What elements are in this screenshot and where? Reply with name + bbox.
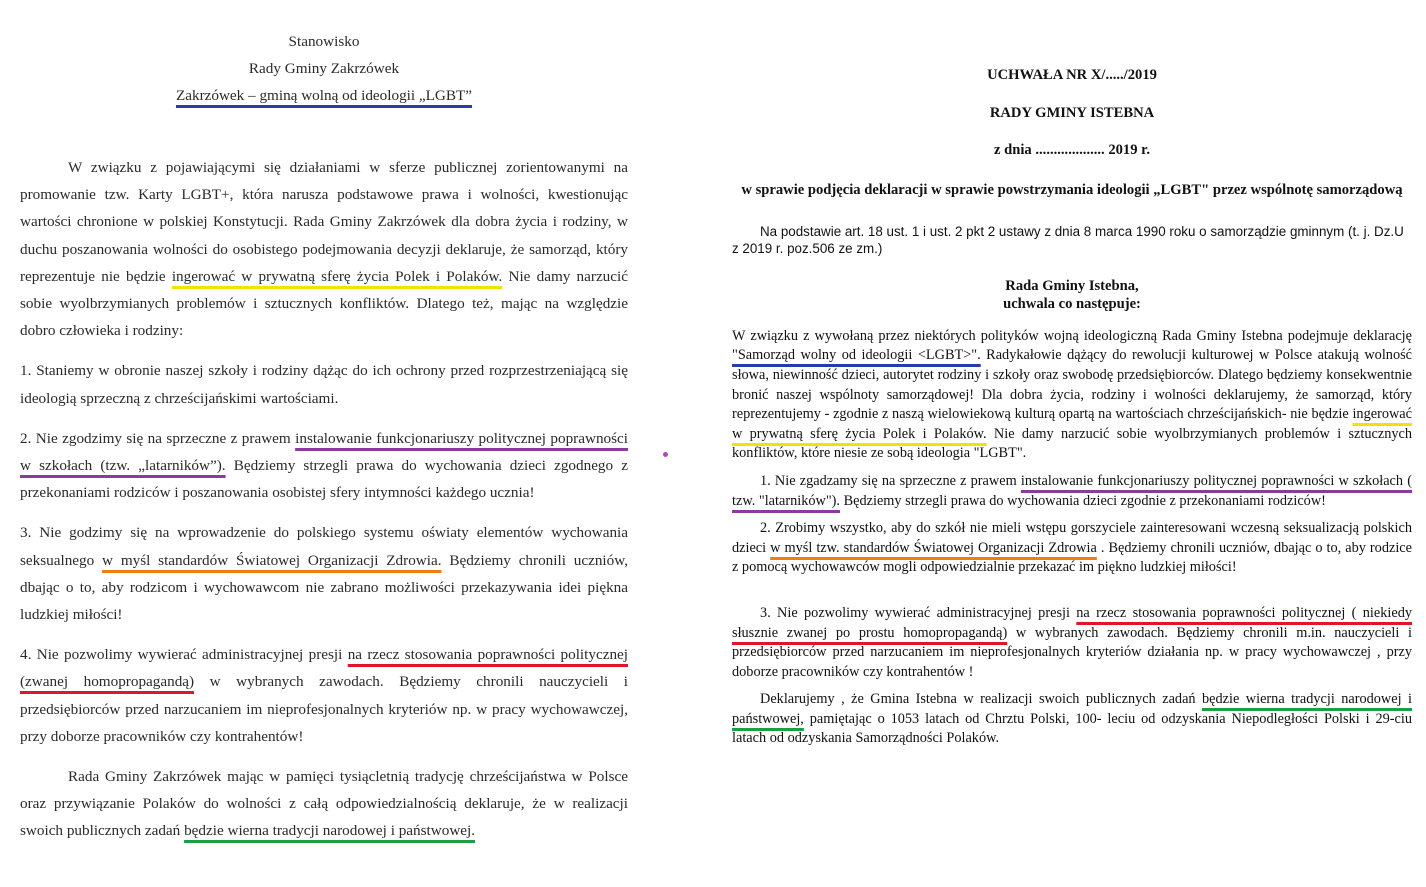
right-intro-text-1: W związku z wywołaną przez niektórych polityków wojną ideologiczną Rada Gminy Istebna podejmuje deklarację [732, 327, 1412, 344]
left-point-1: 1. Staniemy w obronie naszej szkoły i rodziny dążąc do ich ochrony przed rozprzestrzeniającą się ideologią sprzeczną z chrześcijańskimi wartościami. [20, 362, 628, 407]
right-intro-text-3: Nie damy narzucić sobie wyolbrzymianych problemów i sztucznych konfliktów, które niesie ze sobą ideologia "LGBT". [732, 425, 1413, 462]
right-point-2-text-2: . Będziemy chronili uczniów, dbając o to, aby rodzice z pomocą wychowawców mogli odpowiedzialnie przekazać im piękno ludzkiej miłości! [732, 539, 1412, 576]
left-title-block [20, 28, 628, 109]
right-heading-subject: w sprawie podjęcia deklaracji w sprawie powstrzymania ideologii „LGBT" przez wspólnotę samorządową [741, 181, 1403, 198]
right-intro-highlight-2: ingerować w prywatną sferę życia Polek i Polaków. [732, 406, 1412, 442]
left-title-highlight: Zakrzówek – gminą wolną od ideologii „LGBT” [175, 87, 473, 104]
left-point-4 [20, 641, 628, 750]
left-heading-stanowisko: Stanowisko [288, 33, 360, 50]
right-point-1-highlight: instalowanie funkcjonariuszy politycznej poprawności w szkołach ( tzw. "latarników"). [732, 472, 1412, 509]
left-point-4-highlight: na rzecz stosowania poprawności politycznej (zwanej homopropagandą) [20, 646, 628, 691]
left-point-4-text-1: 4. Nie pozwolimy wywierać administracyjnej presji [20, 646, 348, 664]
right-legal-basis: Na podstawie art. 18 ust. 1 i ust. 2 pkt 2 ustawy z dnia 8 marca 1990 roku o samorządzie gminnym (t. j. Dz.U z 2019 r. poz.506 ze zm.) [732, 223, 1404, 256]
right-closing-text-2: pamiętając o 1053 latach od Chrztu Polski, 100- leciu od odzyskania Niepodległości Polski i 29-ciu latach od odzyskania Samorządności Polaków. [732, 710, 1412, 747]
right-heading-rada: RADY GMINY ISTEBNA [989, 104, 1155, 121]
left-point-3-text-2: Będziemy chronili uczniów, dbając o to, aby rodzicom i wychowawcom nie zabrano możliwości przekazywania idei piękna ludzkiej miłości! [20, 551, 628, 624]
left-heading-rada: Rady Gminy Zakrzówek [248, 60, 400, 77]
right-closing-paragraph [732, 690, 1412, 749]
right-point-2-highlight: w myśl tzw. standardów Światowej Organizacji Zdrowia [770, 539, 1097, 556]
stray-dot [663, 452, 668, 457]
left-heading-title [20, 82, 628, 109]
left-point-2 [20, 425, 628, 507]
right-closing-highlight: będzie wierna tradycji narodowej i państwowej, [732, 691, 1413, 727]
right-point-3-text-1: 3. Nie pozwolimy wywierać administracyjnej presji [760, 604, 1077, 621]
right-point-2-text-1: 2. Zrobimy wszystko, aby do szkół nie mieli wstępu gorszyciele zainteresowani wczesną seksualizacją polskich dzieci [732, 520, 1412, 556]
left-intro-text-1: W związku z pojawiającymi się działaniami w sferze publicznej zorientowanymi na promowanie tzw. Karty LGBT+, która narusza podstawowe prawa i wolności, kwestionując wartości chronione w polskiej Konstytucji. Rada Gminy Zakrzówek dla dobra życia i rodziny, w duchu poszanowania wolności do osobistego podejmowania decyzji deklaruje, że samorząd, który reprezentuje nie będzie [20, 159, 628, 285]
right-rada-resolves: uchwala co następuje: [1003, 295, 1141, 312]
left-point-3-highlight: w myśl standardów Światowej Organizacji Zdrowia. [102, 551, 442, 569]
left-document [0, 0, 668, 887]
right-rada-name: Rada Gminy Istebna, [1005, 277, 1139, 294]
right-document [712, 0, 1426, 887]
right-point-1-text-1: 1. Nie zgadzamy się na sprzeczne z prawem [760, 472, 1021, 489]
right-heading-date: z dnia ................... 2019 r. [994, 142, 1150, 159]
left-point-4-text-2: w wybranych zawodach. Będziemy chronili nauczycieli i przedsiębiorców przed narzucaniem im nieprofesjonalnych kryteriów np. w pracy wychowawczej, przy doborze pracowników czy kontrahentów! [20, 673, 628, 745]
left-intro-paragraph [20, 154, 628, 344]
right-intro-highlight-1: "Samorząd wolny od ideologii <LGBT>". [732, 347, 981, 364]
left-closing-highlight: będzie wierna tradycji narodowej i państwowej. [184, 822, 476, 840]
left-intro-text-2: Nie damy narzucić sobie wyolbrzymianych problemów i sztucznych konfliktów. Dlatego też, mając na względzie dobro człowieka i rodziny: [20, 267, 628, 340]
right-point-3-text-2: w wybranych zawodach. Będziemy chronili m.in. nauczycieli i przedsiębiorców przed narzucaniem im nieprofesjonalnych kryteriów działania np. w pracy wychowawczej , przy doborze pracowników czy kontrahentów ! [732, 624, 1412, 680]
right-point-3 [732, 604, 1412, 682]
left-point-3 [20, 519, 628, 628]
right-closing-text-1: Deklarujemy , że Gmina Istebna w realizacji swoich publicznych zadań [760, 691, 1203, 708]
right-point-1 [732, 472, 1412, 511]
left-intro-highlight: ingerować w prywatną sferę życia Polek i Polaków. [171, 267, 503, 285]
left-closing-text: Rada Gminy Zakrzówek mając w pamięci tysiącletnią tradycję chrześcijaństwa w Polsce oraz przywiązanie Polaków do wolności z całą odpowiedzialnością deklaruje, że w realizacji swoich publicznych zadań [20, 768, 628, 840]
left-closing-paragraph [20, 763, 628, 845]
left-point-2-text-2: Będziemy strzegli prawa do wychowania dzieci zgodnego z przekonaniami rodziców i poszanowania osobistej sfery intymności każdego ucznia! [20, 457, 628, 502]
left-point-2-text-1: 2. Nie zgodzimy się na sprzeczne z prawem [20, 429, 296, 447]
right-heading-uchwala: UCHWAŁA NR X/...../2019 [987, 67, 1157, 83]
right-intro-paragraph [732, 327, 1412, 464]
right-intro-text-2: Radykałowie dążący do rewolucji kulturowej w Polsce atakują wolność słowa, niewinność dzieci, autorytet rodziny i szkoły oraz swobodę przedsiębiorców. Dlatego będziemy konsekwentnie bronić naszej wspólnoty samorządowej! Dla dobra życia, rodziny i wolności deklarujemy, że samorząd, który reprezentujemy - zgodnie z naszą wielowiekową kulturą opartą na wartościach chrześcijańskich- nie będzie [732, 347, 1413, 423]
right-point-3-highlight: na rzecz stosowania poprawności politycznej ( niekiedy słusznie zwanej po prostu homopropagandą) [732, 604, 1412, 641]
left-point-3-text-1: 3. Nie godzimy się na wprowadzenie do polskiego systemu oświaty elementów wychowania seksualnego [20, 524, 628, 569]
right-rada-block [732, 277, 1412, 313]
right-point-1-text-2: Będziemy strzegli prawa do wychowania dzieci zgodnie z przekonaniami rodziców! [840, 492, 1326, 509]
right-point-2 [732, 519, 1412, 578]
left-point-2-highlight: instalowanie funkcjonariuszy politycznej poprawności w szkołach (tzw. „latarników”). [20, 429, 629, 475]
